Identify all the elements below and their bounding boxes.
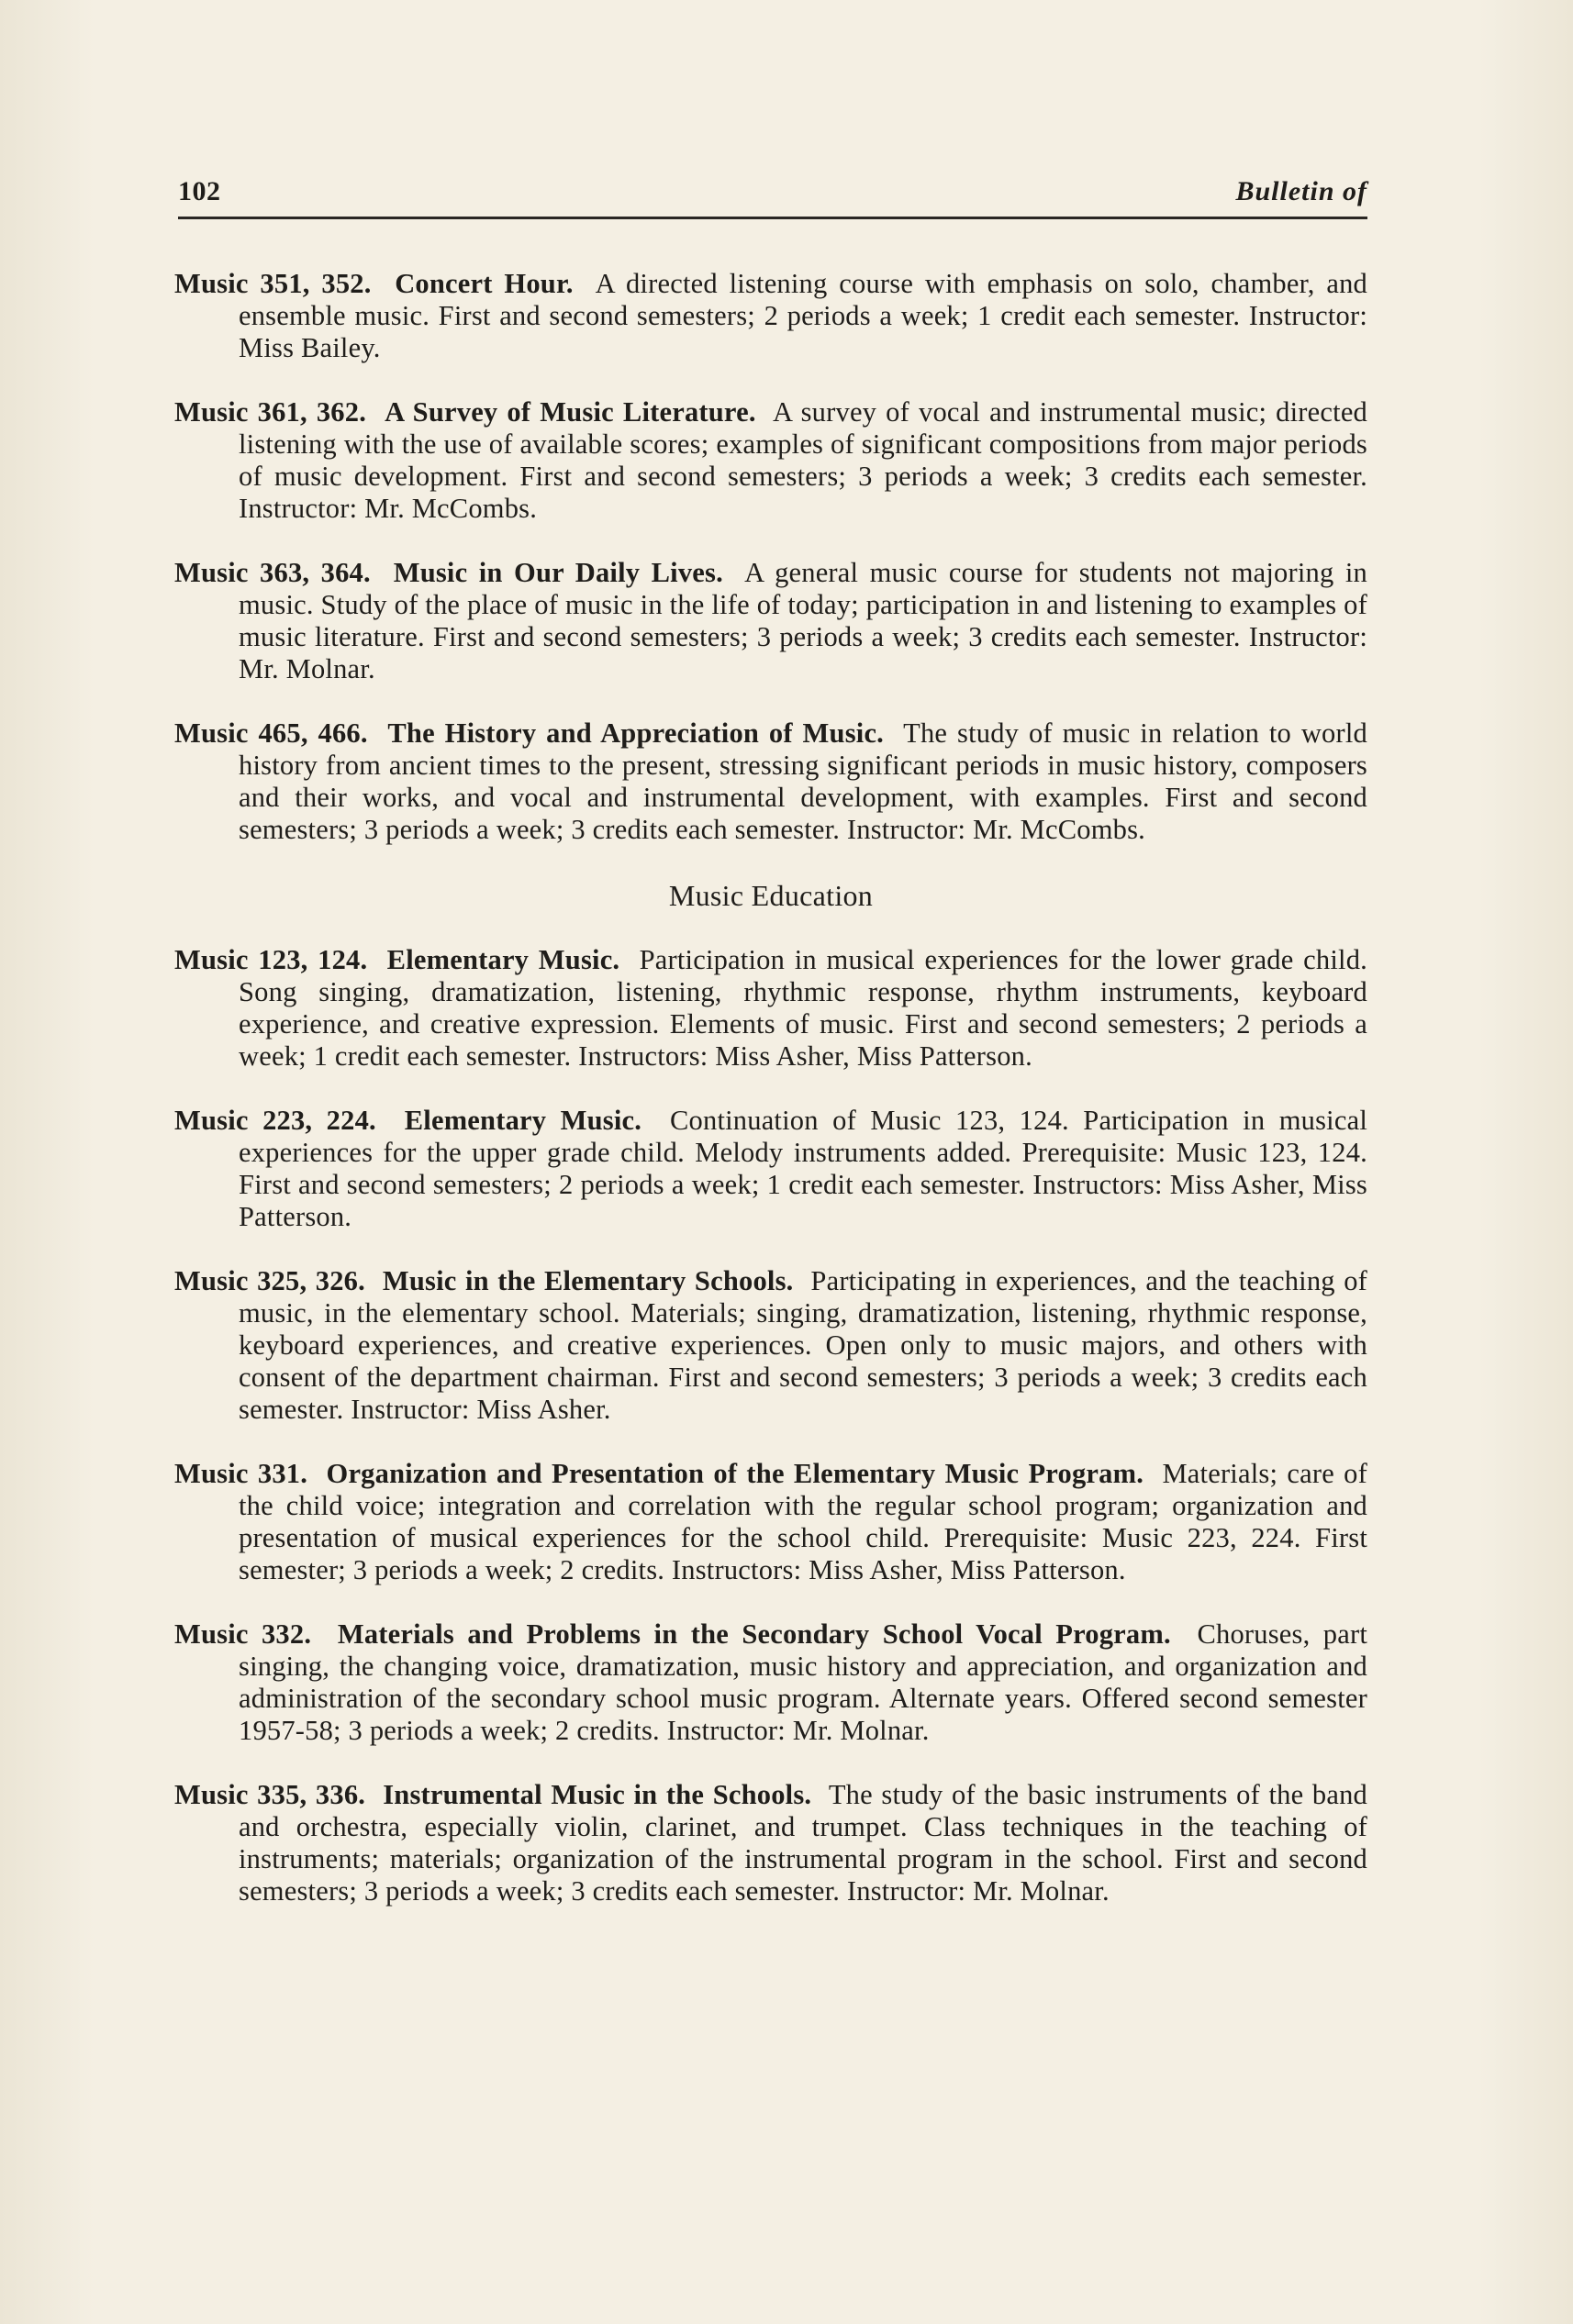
course-number: Music 335, 336. [174,1779,366,1810]
course-description: Participation in musical experiences for the lower grade child. Song singing, dramatization, listening, rhythmic response, rhythm instruments, keyboard experience, and creative expression. Elements of music. First and second semesters; 2 periods a week; 1 credit each semester. Instructors: Miss Asher, Miss Patterson. [239,944,1367,1072]
course-title: Instrumental Music in the Schools. [383,1779,812,1810]
course-description: The study of music in relation to world history from ancient times to the present, stressing significant periods in music history, composers and their works, and vocal and instrumental development, with examples. First and second semesters; 3 periods a week; 3 credits each semester. Instructor: Mr. McCombs. [239,717,1367,845]
course-title: Organization and Presentation of the Elementary Music Program. [326,1458,1144,1489]
course-description: The study of the basic instruments of the band and orchestra, especially violin, clarinet, and trumpet. Class techniques in the teaching of instruments; materials; organization of the instrumental program in the school. First and second semesters; 3 periods a week; 3 credits each semester. Instructor: Mr. Molnar. [239,1779,1367,1907]
course-number: Music 351, 352. [174,268,372,299]
course-number: Music 223, 224. [174,1105,376,1136]
course-description: A survey of vocal and instrumental music; directed listening with the use of available scores; examples of significant compositions from major periods of music development. First and second semesters; 3 periods a week; 3 credits each semester. Instructor: Mr. McCombs. [239,396,1368,524]
course-entry [174,396,1367,525]
course-description: Choruses, part singing, the changing voice, dramatization, music history and appreciation, and organization and administration of the secondary school music program. Alternate years. Offered second semester 1957-58; 3 periods a week; 2 credits. Instructor: Mr. Molnar. [239,1618,1368,1746]
course-entry [174,944,1367,1073]
course-entry [174,717,1367,846]
course-description: Participating in experiences, and the teaching of music, in the elementary school. Materials; singing, dramatization, listening, rhythmic response, keyboard experiences, and creative experiences. Open only to music majors, and others with consent of the department chairman. First and second semesters; 3 periods a week; 3 credits each semester. Instructor: Miss Asher. [239,1265,1367,1425]
course-entry [174,1618,1367,1747]
course-number: Music 363, 364. [174,557,371,588]
course-number: Music 465, 466. [174,717,368,749]
course-number: Music 361, 362. [174,396,367,428]
course-title: Concert Hour. [395,268,574,299]
course-number: Music 332. [174,1618,312,1650]
course-number: Music 331. [174,1458,308,1489]
course-entry [174,1779,1367,1907]
course-entry [174,557,1367,685]
course-entry [174,1265,1367,1426]
course-entry [174,1105,1367,1233]
course-title: Elementary Music. [404,1105,642,1136]
page-number: 102 [178,176,221,206]
course-title: A Survey of Music Literature. [385,396,756,428]
course-entry [174,1458,1367,1586]
page-header [178,172,1367,219]
running-head: Bulletin of [1235,176,1367,206]
course-description: A general music course for students not majoring in music. Study of the place of music in the life of today; participation in and listening to examples of music literature. First and second semesters; 3 periods a week; 3 credits each semester. Instructor: Mr. Molnar. [239,557,1367,684]
course-title: The History and Appreciation of Music. [387,717,885,749]
page-content [174,268,1367,1940]
course-title: Elementary Music. [386,944,620,975]
course-title: Music in Our Daily Lives. [393,557,723,588]
course-description: A directed listening course with emphasis on solo, chamber, and ensemble music. First and second semesters; 2 periods a week; 1 credit each semester. Instructor: Miss Bailey. [239,268,1367,363]
section-heading: Music Education [668,879,874,912]
course-description: Materials; care of the child voice; integration and correlation with the regular school program; organization and presentation of musical experiences for the school child. Prerequisite: Music 223, 224. First semester; 3 periods a week; 2 credits. Instructors: Miss Asher, Miss Patterson. [239,1458,1367,1585]
course-number: Music 123, 124. [174,944,368,975]
course-title: Music in the Elementary Schools. [382,1265,794,1296]
course-title: Materials and Problems in the Secondary School Vocal Program. [337,1618,1171,1650]
course-number: Music 325, 326. [174,1265,365,1296]
course-description: Continuation of Music 123, 124. Participation in musical experiences for the upper grade child. Melody instruments added. Prerequisite: Music 123, 124. First and second semesters; 2 periods a week; 1 credit each semester. Instructors: Miss Asher, Miss Patterson. [239,1105,1367,1232]
course-entry [174,268,1367,364]
